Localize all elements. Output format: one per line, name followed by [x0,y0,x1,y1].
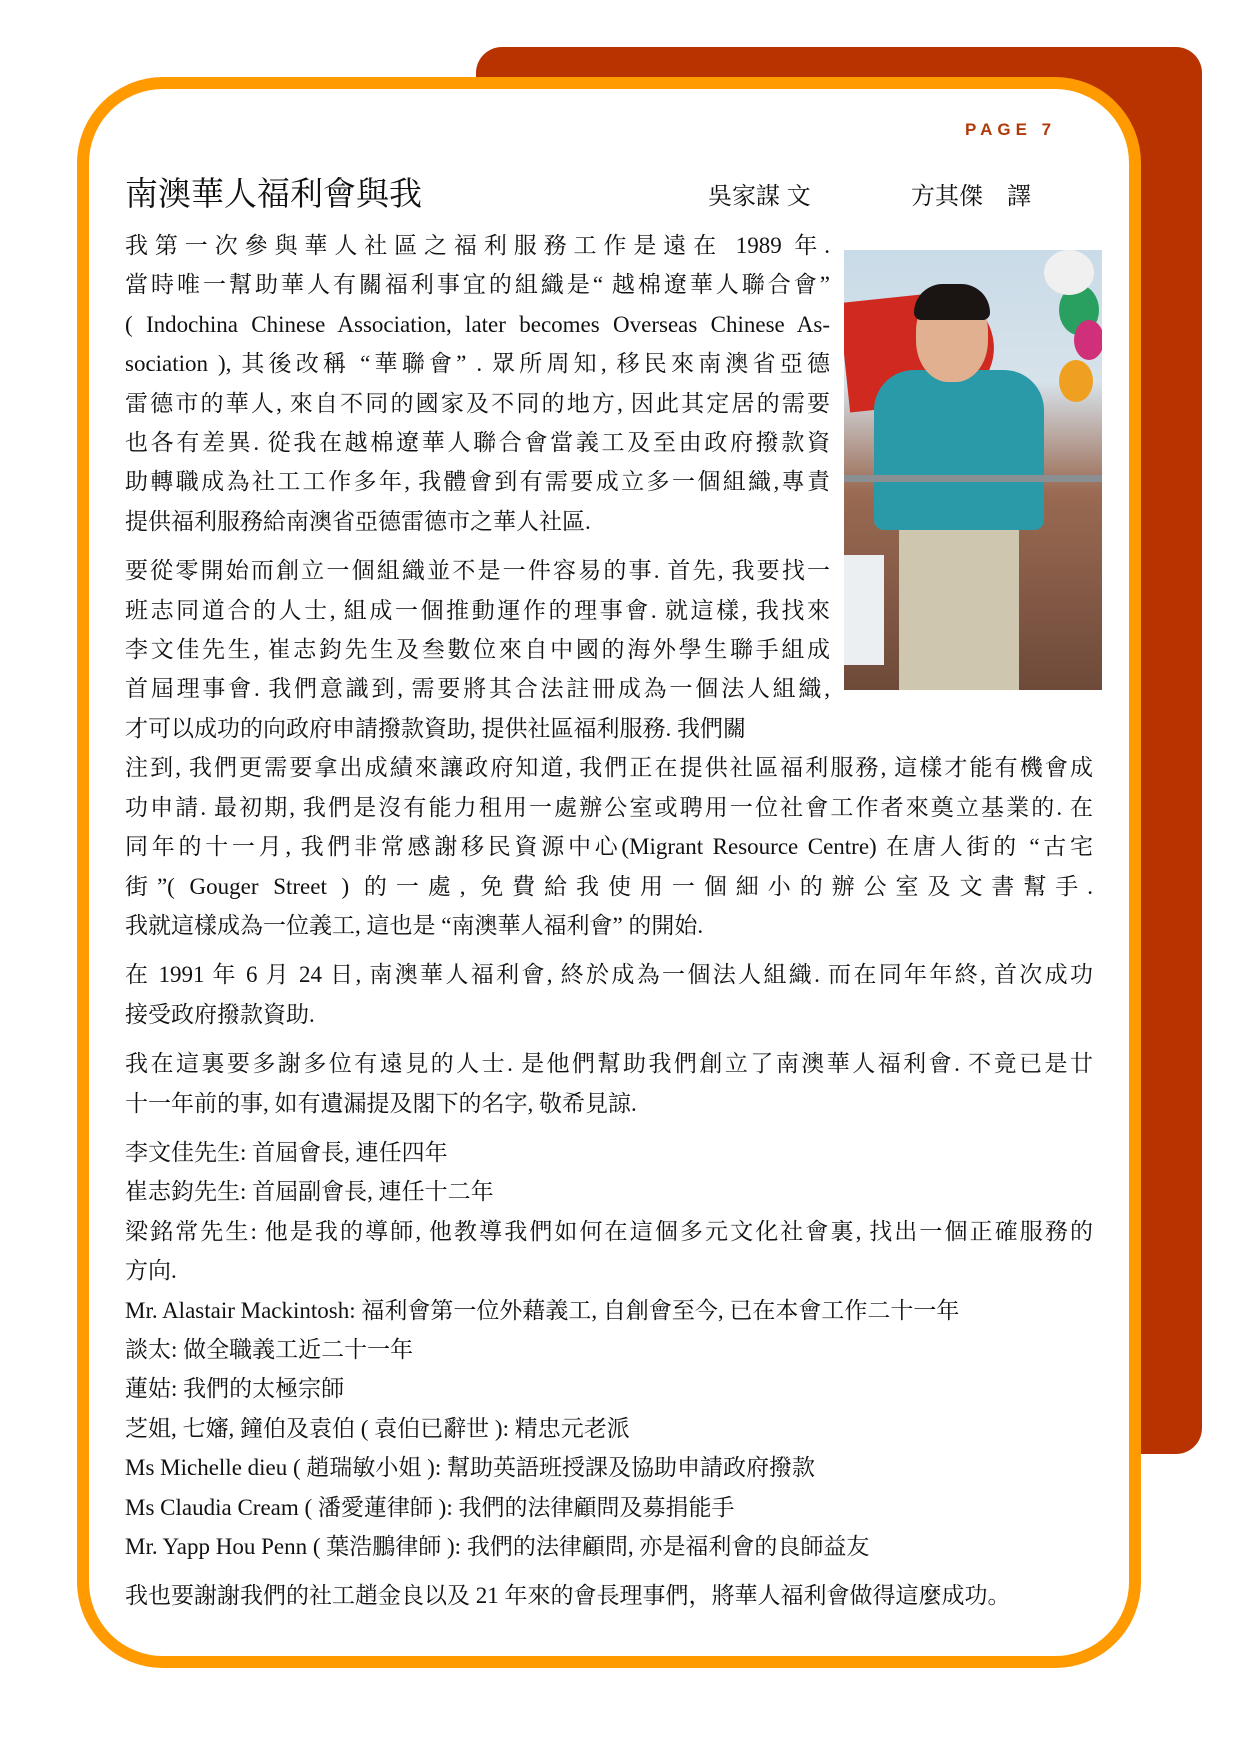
text-line: 功申請. 最初期, 我們是沒有能力租用一處辦公室或聘用一位社會工作者來奠立基業的. 在 [125,794,1093,820]
list-item: Mr. Alastair Mackintosh: 福利會第一位外藉義工, 自創會至今, 已在本會工作二十一年 [125,1297,960,1323]
text-line: 班志同道合的人士, 組成一個推動運作的理事會. 就這樣, 我找來 [125,597,830,623]
acknowledgement-list [125,1133,1093,1566]
list-item: 蓮姑: 我們的太極宗師 [125,1376,345,1402]
article-body [125,226,1093,1626]
text-line: 要從零開始而創立一個組織並不是一件容易的事. 首先, 我要找一 [125,558,830,584]
paragraph [125,1044,1093,1123]
text-line: 也各有差異. 從我在越棉遼華人聯合會當義工及至由政府撥款資 [125,430,830,456]
text-line: 我就這樣成為一位義工, 這也是 “南澳華人福利會” 的開始. [125,912,704,938]
text-line: 首屆理事會. 我們意識到, 需要將其合法註冊成為一個法人組織, [125,676,830,702]
text-line: 李文佳先生, 崔志鈞先生及叁數位來自中國的海外學生聯手組成 [125,637,830,663]
text-line: 當時唯一幫助華人有關福利事宜的組織是“ 越棉遼華人聯合會” [125,272,830,298]
list-item: 崔志鈞先生: 首屆副會長, 連任十二年 [125,1179,494,1205]
article-author: 吳家謀 文 [708,183,811,210]
text-line: 十一年前的事, 如有遺漏提及閣下的名字, 敬希見諒. [125,1090,637,1116]
list-item: 談太: 做全職義工近二十一年 [125,1336,414,1362]
list-item: 芝姐, 七嬸, 鐘伯及袁伯 ( 袁伯已辭世 ): 精忠元老派 [125,1415,630,1441]
text-line: 在 1991 年 6 月 24 日, 南澳華人福利會, 終於成為一個法人組織. 而在同年年終, 首次成功 [125,962,1094,988]
list-item: 李文佳先生: 首屆會長, 連任四年 [125,1139,448,1165]
text-line: sociation ), 其後改稱 “華聯會” . 眾所周知, 移民來南澳省亞德 [125,351,830,377]
text-line: 我也要謝謝我們的社工趙金良以及 21 年來的會長理事們，將華人福利會做得這麼成功。 [125,1583,1011,1609]
text-line: 提供福利服務給南澳省亞德雷德市之華人社區. [125,508,591,534]
text-line: 我第一次參與華人社區之福利服務工作是遠在 1989 年. [125,233,830,258]
text-line: 接受政府撥款資助. [125,1001,315,1027]
list-item: 方向. [125,1258,177,1284]
text-line: 助轉職成為社工工作多年, 我體會到有需要成立多一個組織,專責 [125,469,830,495]
text-line: 街”( Gouger Street ) 的一處, 免費給我使用一個細小的辦公室及文書幫手. [125,873,1093,899]
paragraph [125,1576,1093,1615]
text-line: ( Indochina Chinese Association, later becomes Overseas Chinese As- [125,311,830,337]
text-line: 注到, 我們更需要拿出成績來讓政府知道, 我們正在提供社區福利服務, 這樣才能有機會成 [125,755,1093,781]
text-line: 同年的十一月, 我們非常感謝移民資源中心(Migrant Resource Centre) 在唐人街的 “古宅 [125,834,1093,860]
article-translator: 方其傑 譯 [911,183,1031,210]
text-line: 我在這裏要多謝多位有遠見的人士. 是他們幫助我們創立了南澳華人福利會. 不竟已是廿 [125,1051,1093,1077]
text-line: 才可以成功的向政府申請撥款資助, 提供社區福利服務. 我們關 [125,715,746,741]
article-title: 南澳華人福利會與我 [125,175,422,212]
text-line: 雷德市的華人, 來自不同的國家及不同的地方, 因此其定居的需要 [125,390,830,416]
list-item: Mr. Yapp Hou Penn ( 葉浩鵬律師 ): 我們的法律顧問, 亦是福利會的良師益友 [125,1534,870,1559]
list-item: Ms Claudia Cream ( 潘愛蓮律師 ): 我們的法律顧問及募捐能手 [125,1494,735,1520]
paragraph [125,226,1093,541]
paragraph [125,955,1093,1034]
page-number: PAGE 7 [965,120,1057,139]
paragraph [125,551,1093,748]
paragraph [125,748,1093,945]
list-item: Ms Michelle dieu ( 趙瑞敏小姐 ): 幫助英語班授課及協助申請政府撥款 [125,1455,815,1481]
list-item: 梁銘常先生: 他是我的導師, 他教導我們如何在這個多元文化社會裏, 找出一個正確服務的 [125,1218,1093,1244]
